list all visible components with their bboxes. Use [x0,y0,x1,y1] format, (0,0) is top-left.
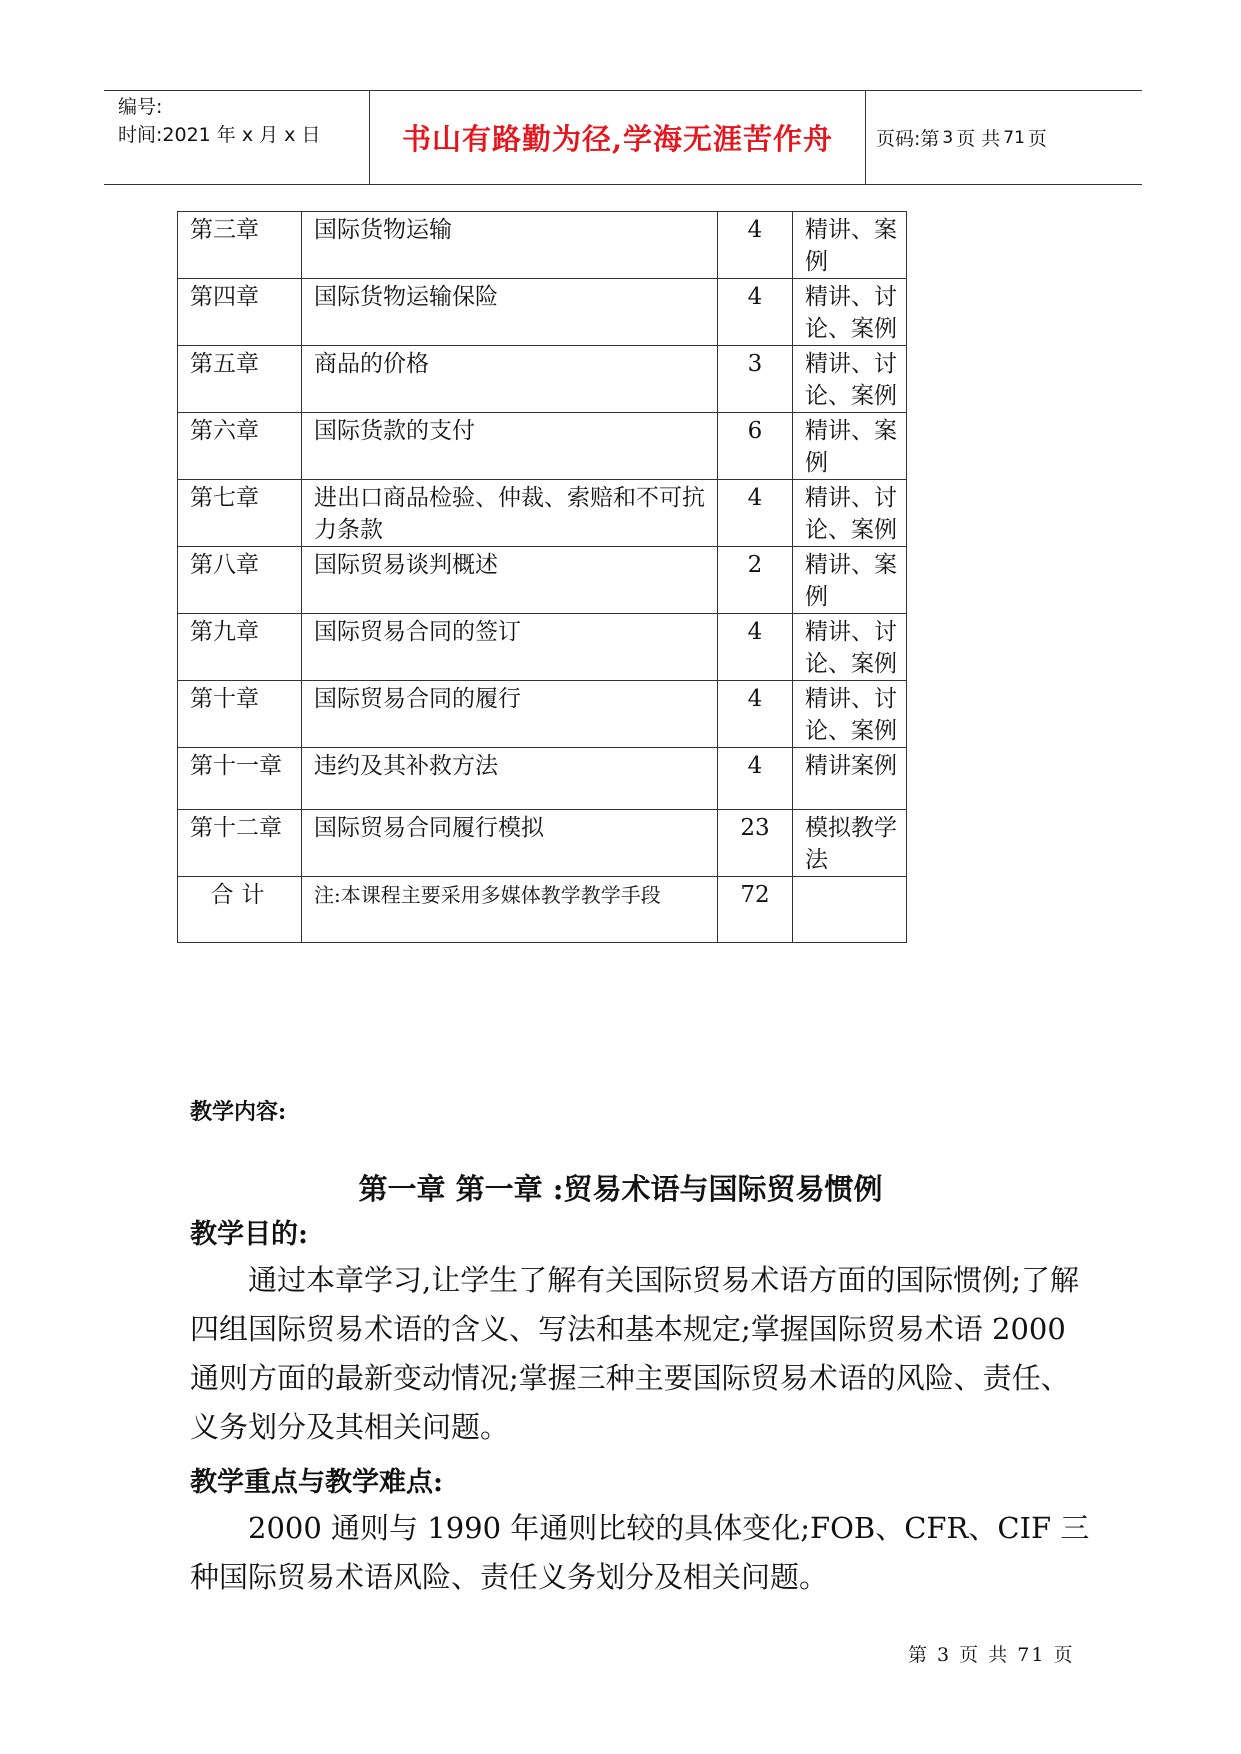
chapter-title: 第一章 第一章 :贸易术语与国际贸易惯例 [358,1172,883,1206]
table-row [178,480,907,547]
key-points-paragraph [190,1504,1090,1602]
total-note-cell: 注:本课程主要采用多媒体教学教学手段 [302,877,718,943]
topic-cell: 国际贸易谈判概述 [302,547,718,614]
page-footer: 第 3 页 共 71 页 [908,1644,1075,1666]
chapter-cell: 第四章 [178,279,302,346]
objective-heading: 教学目的: [190,1219,308,1250]
hours-cell: 2 [718,547,793,614]
hours-cell: 4 [718,212,793,279]
header-page-info [876,91,1047,184]
total-label-cell: 合计 [178,877,302,943]
table-row [178,547,907,614]
objective-paragraph [190,1256,1090,1452]
topic-cell: 国际货物运输保险 [302,279,718,346]
page-current: 3 [942,127,954,148]
hours-cell: 4 [718,748,793,810]
chapter-cell: 第七章 [178,480,302,547]
method-cell: 精讲、讨论、案例 [793,279,907,346]
chapter-cell: 第十二章 [178,810,302,877]
table-row [178,212,907,279]
hours-cell: 4 [718,480,793,547]
method-cell: 精讲、案例 [793,547,907,614]
key-points-text: 2000 通则与 1990 年通则比较的具体变化;FOB、CFR、CIF 三种国际贸易术语风险、责任义务划分及相关问题。 [190,1511,1090,1594]
table-row [178,810,907,877]
topic-cell: 国际货款的支付 [302,413,718,480]
method-cell: 精讲案例 [793,748,907,810]
total-method-cell [793,877,907,943]
hours-cell: 23 [718,810,793,877]
method-cell: 精讲、讨论、案例 [793,681,907,748]
method-cell: 精讲、讨论、案例 [793,614,907,681]
course-plan-table [177,211,907,943]
page-prefix: 页码:第 [876,128,940,150]
page-suffix: 页 [1027,128,1047,150]
chapter-cell: 第十一章 [178,748,302,810]
header-meta [104,91,370,184]
hours-cell: 4 [718,681,793,748]
total-hours-cell: 72 [718,877,793,943]
topic-cell: 国际贸易合同的履行 [302,681,718,748]
chapter-cell: 第三章 [178,212,302,279]
objective-text: 通过本章学习,让学生了解有关国际贸易术语方面的国际惯例;了解四组国际贸易术语的含义、写法和基本规定;掌握国际贸易术语 2000 通则方面的最新变动情况;掌握三种主要国际贸易术语的风险、责任、义务划分及其相关问题。 [190,1263,1079,1444]
page-mid: 页 共 [956,128,1001,150]
topic-cell: 违约及其补救方法 [302,748,718,810]
method-cell: 精讲、案例 [793,413,907,480]
teaching-content-label: 教学内容: [190,1099,287,1125]
header-motto: 书山有路勤为径,学海无涯苦作舟 [370,91,866,184]
page-header [104,90,1142,185]
page-total: 71 [1003,127,1025,148]
topic-cell: 进出口商品检验、仲裁、索赔和不可抗力条款 [302,480,718,547]
table-row [178,748,907,810]
doc-time-label: 时间:2021 年 x 月 x 日 [118,124,321,146]
table-row [178,346,907,413]
hours-cell: 4 [718,279,793,346]
method-cell: 精讲、讨论、案例 [793,480,907,547]
chapter-cell: 第八章 [178,547,302,614]
hours-cell: 4 [718,614,793,681]
key-points-heading: 教学重点与教学难点: [190,1467,443,1498]
table-row [178,614,907,681]
chapter-cell: 第十章 [178,681,302,748]
hours-cell: 6 [718,413,793,480]
table-total-row [178,877,907,943]
table-row [178,413,907,480]
method-cell: 精讲、讨论、案例 [793,346,907,413]
chapter-cell: 第九章 [178,614,302,681]
topic-cell: 商品的价格 [302,346,718,413]
table-row [178,279,907,346]
method-cell: 模拟教学法 [793,810,907,877]
method-cell: 精讲、案例 [793,212,907,279]
table-row [178,681,907,748]
topic-cell: 国际贸易合同履行模拟 [302,810,718,877]
doc-number-label: 编号: [118,96,163,118]
chapter-cell: 第五章 [178,346,302,413]
topic-cell: 国际贸易合同的签订 [302,614,718,681]
hours-cell: 3 [718,346,793,413]
chapter-cell: 第六章 [178,413,302,480]
topic-cell: 国际货物运输 [302,212,718,279]
